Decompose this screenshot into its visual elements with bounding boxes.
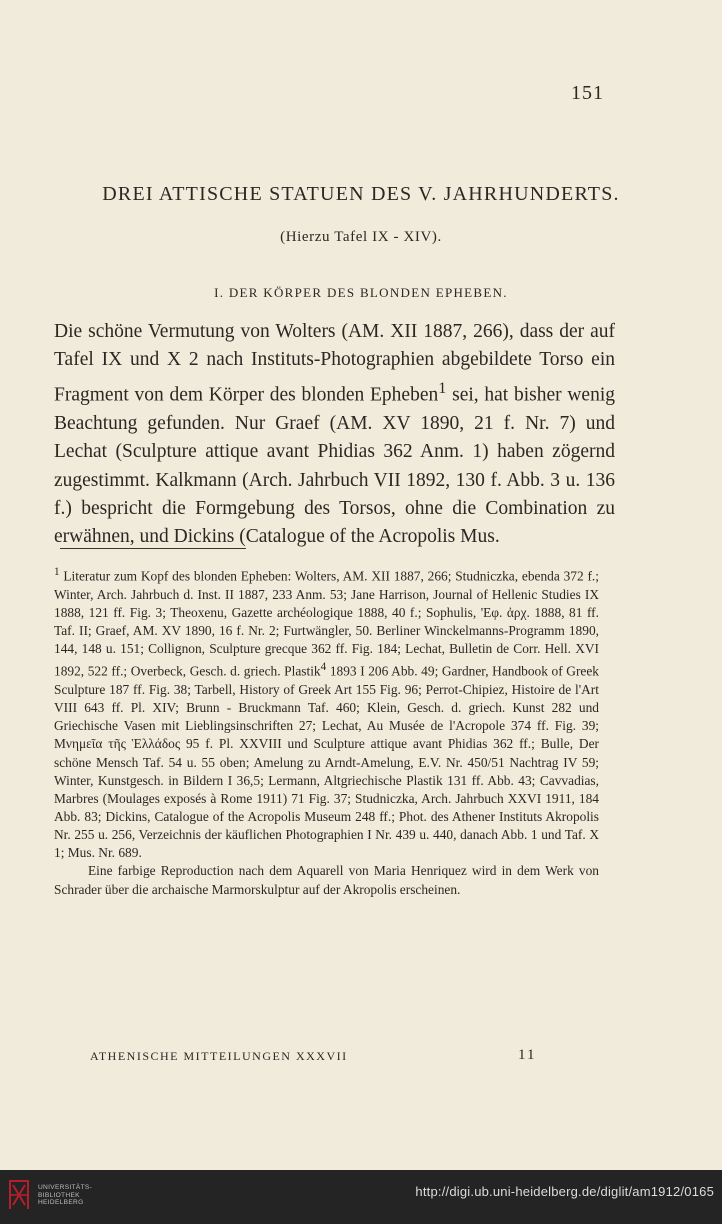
main-text-part-2: sei, hat bisher wenig Beachtung gefunden. Nur Graef (AM. XV 1890, 21 f. Nr. 7) und Lechat (Sculpture attique avant Phidias 362 Anm. 1) haben zögernd zugestimmt. Kalkmann (Arch. Jahrbuch VII 1892, 130 f. Abb. 3 u. 136 f.) bespricht die Formgebung des Torsos, ohne die Combination zu erwähnen, und Dickins (Catalogue of the Acropolis Mus. <box>54 384 615 547</box>
library-name-line-2: BIBLIOTHEK <box>38 1191 80 1199</box>
footnote-reference: 1 <box>438 379 447 398</box>
footnote-2: Eine farbige Reproduction nach dem Aquarell von Maria Henriquez wird in dem Werk von Schrader über die archaische Marmorskulptur auf der Akropolis erscheinen. <box>54 863 599 897</box>
article-title: DREI ATTISCHE STATUEN DES V. JAHRHUNDERTS. <box>102 183 620 205</box>
main-paragraph <box>54 318 615 551</box>
footnote-divider <box>60 548 246 549</box>
footnote-1-edition-marker: 4 <box>320 661 327 674</box>
footnotes <box>54 563 599 899</box>
library-name <box>38 1184 92 1207</box>
footnote-1-text-part-2: 1893 I 206 Abb. 49; Gardner, Handbook of Greek Sculpture 187 ff. Fig. 38; Tarbell, History of Greek Art 155 Fig. 96; Perrot-Chipiez, Histoire de l'Art VIII 643 ff. Pl. XIV; Brunn - Bruckmann Taf. 460; Klein, Gesch. d. griech. Kunst 282 und Griechische Vasen mit Lieblingsinschriften 27; Lechat, Au Musée de l'Acropole 374 ff. Fig. 39; Μνημεῖα τῆς Ἑλλάδος 95 f. Pl. XXVIII und Sculpture attique avant Phidias 362 ff.; Bulle, Der schöne Mensch Taf. 54 u. 55 oben; Amelung zu Arndt-Amelung, E.V. Nr. 450/51 Nachtrag IV 59; Winter, Kunstgesch. in Bildern I 36,5; Lermann, Altgriechische Plastik 131 ff. Abb. 43; Cavvadias, Marbres (Moulages exposés à Rome 1911) 71 Fig. 37; Studniczka, Arch. Jahrbuch XXVI 1911, 184 Abb. 83; Dickins, Catalogue of the Acropolis Museum 248 ff.; Phot. des Athener Instituts Akropolis Nr. 255 u. 256, Verzeichnis der käuflichen Photographien I Nr. 439 u. 440, danach Abb. 1 und Taf. X 1; Mus. Nr. 689. <box>54 663 599 861</box>
source-url-link[interactable]: http://digi.ub.uni-heidelberg.de/diglit/am1912/0165 <box>415 1184 714 1199</box>
page-number: 151 <box>571 82 604 104</box>
footnote-1-marker: 1 <box>54 566 60 578</box>
main-text-part-1: Die schöne Vermutung von Wolters (AM. XII 1887, 266), dass der auf Tafel IX und X 2 nach Instituts-Photographien abgebildete Torso ein Fragment von dem Körper des blonden Epheben <box>54 321 615 406</box>
footnote-1 <box>54 563 599 862</box>
library-name-line-1: UNIVERSITÄTS- <box>38 1184 93 1191</box>
footnote-1-text-part-1: Literatur zum Kopf des blonden Epheben: Wolters, AM. XII 1887, 266; Studniczka, ebenda 372 f.; Winter, Arch. Jahrbuch d. Inst. II 1887, 233 Anm. 53; Jane Harrison, Journal of Hellenic Studies IX 1888, 121 ff. Fig. 3; Theoxenu, Gazette archéologique 1888, 40 f.; Sophulis, 'Εφ. ἀρχ. 1888, 81 ff. Taf. II; Graef, AM. XV 1890, 16 f. Nr. 2; Furtwängler, 50. Berliner Winckelmanns-Programm 1890, 144, 148 u. 151; Collignon, Sculpture grecque 362 ff. Fig. 184; Lechat, Bulletin de Corr. Hell. XVI 1892, 522 ff.; Overbeck, Gesch. d. griech. Plastik <box>54 568 599 679</box>
viewer-footer <box>0 1170 722 1224</box>
library-name-line-3: HEIDELBERG <box>38 1199 84 1206</box>
plate-reference: (Hierzu Tafel IX - XIV). <box>280 229 442 245</box>
sheet-signature: 11 <box>518 1047 537 1063</box>
section-heading: I. DER KÖRPER DES BLONDEN EPHEBEN. <box>214 285 508 300</box>
journal-footer: ATHENISCHE MITTEILUNGEN XXXVII <box>90 1049 348 1063</box>
heidelberg-library-logo-icon <box>7 1178 31 1212</box>
